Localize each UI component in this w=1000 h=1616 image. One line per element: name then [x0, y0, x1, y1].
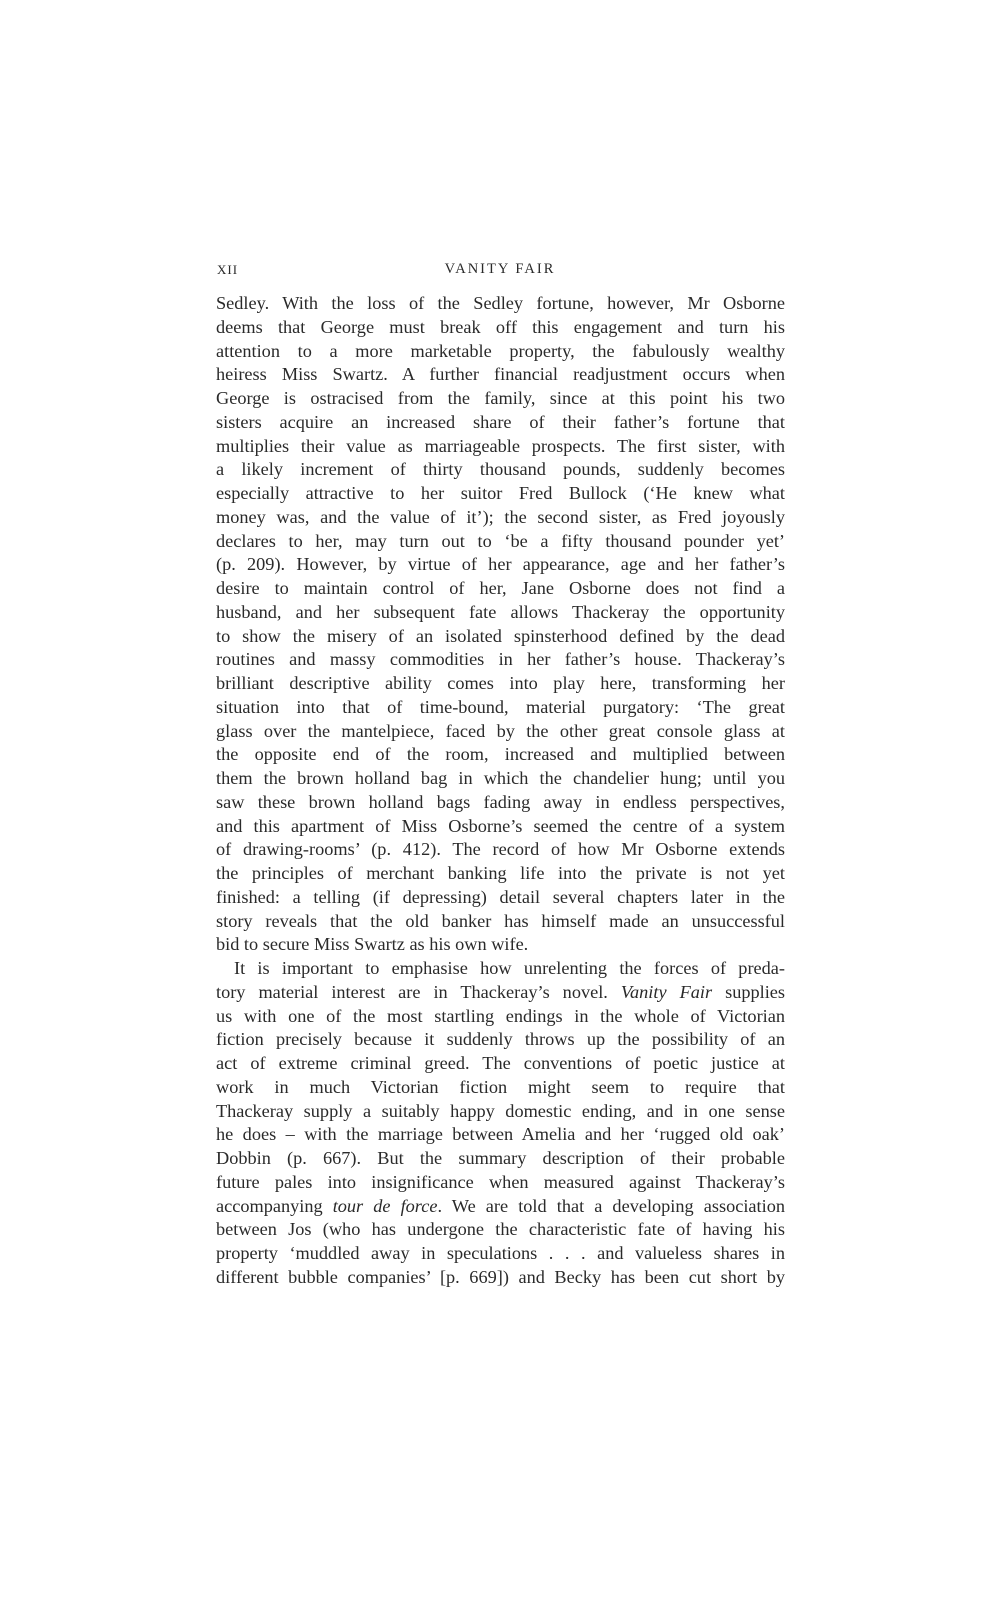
text-line: [216, 1195, 785, 1219]
line-text: glass over the mantelpiece, faced by the other great console glass at: [216, 720, 785, 741]
line-text: supplies: [712, 981, 786, 1002]
text-line: [216, 720, 785, 744]
line-text: Thackeray supply a suitably happy domestic ending, and in one sense: [216, 1100, 785, 1121]
line-text: fiction precisely because it suddenly throws up the possibility of an: [216, 1029, 785, 1050]
line-text: routines and massy commodities in her father’s house. Thackeray’s: [216, 649, 785, 670]
text-line: [216, 387, 785, 411]
line-text: he does – with the marriage between Amelia and her ‘rugged old oak’: [216, 1124, 785, 1145]
text-line: [216, 1100, 785, 1124]
running-header-title: VANITY FAIR: [444, 261, 556, 277]
line-text: attention to a more marketable property, the fabulously wealthy: [216, 340, 785, 361]
line-text: saw these brown holland bags fading away in endless perspectives,: [216, 791, 785, 812]
text-line: [216, 316, 785, 340]
text-line: [216, 981, 785, 1005]
text-line: [216, 743, 785, 767]
line-text: It is important to emphasise how unrelenting the forces of preda-: [234, 958, 785, 978]
italic-title-text: tour de force: [332, 1195, 438, 1216]
line-text: them the brown holland bag in which the chandelier hung; until you: [216, 768, 785, 788]
line-text: sisters acquire an increased share of their father’s fortune that: [216, 411, 785, 432]
body-text: [216, 292, 785, 1290]
text-line: [216, 363, 785, 387]
text-line: [216, 815, 785, 839]
line-text: the opposite end of the room, increased and multiplied between: [216, 744, 785, 765]
text-line: [216, 672, 785, 696]
text-line: [216, 648, 785, 672]
line-text: of drawing-rooms’ (p. 412). The record of how Mr Osborne extends: [216, 839, 785, 860]
line-text: Dobbin (p. 667). But the summary description of their probable: [216, 1148, 785, 1168]
line-text: George is ostracised from the family, since at this point his two: [216, 388, 785, 408]
text-line: [216, 482, 785, 506]
line-text: especially attractive to her suitor Fred Bullock (‘He knew what: [216, 483, 785, 503]
line-text: accompanying: [216, 1195, 333, 1216]
text-line: [216, 767, 785, 791]
text-line: [216, 886, 785, 910]
line-text: . We are told that a developing association: [437, 1195, 785, 1216]
text-line: [216, 530, 785, 554]
text-line: [216, 696, 785, 720]
text-line: [216, 1266, 785, 1290]
line-text: work in much Victorian fiction might seem to require that: [216, 1076, 785, 1097]
line-text: brilliant descriptive ability comes into play here, transforming her: [216, 673, 785, 693]
text-line: [216, 553, 785, 577]
page-number: XII: [217, 262, 239, 277]
line-text: tory material interest are in Thackeray’s novel.: [216, 981, 621, 1002]
line-text: the principles of merchant banking life into the private is not yet: [216, 863, 785, 883]
line-text: money was, and the value of it’); the second sister, as Fred joyously: [216, 506, 785, 527]
text-line: [216, 1218, 785, 1242]
line-text: act of extreme criminal greed. The conventions of poetic justice at: [216, 1053, 785, 1073]
paragraph: [216, 957, 785, 1290]
line-text: story reveals that the old banker has himself made an unsuccessful: [216, 910, 785, 931]
text-line: [216, 1028, 785, 1052]
text-line: [216, 862, 785, 886]
text-line: [216, 625, 785, 649]
text-line: [216, 411, 785, 435]
text-line: [216, 791, 785, 815]
line-text: different bubble companies’ [p. 669]) and Becky has been cut short by: [216, 1266, 785, 1287]
text-line: [216, 1052, 785, 1076]
text-line: [216, 292, 785, 316]
line-text: between Jos (who has undergone the characteristic fate of having his: [216, 1219, 785, 1240]
text-line: [216, 933, 785, 957]
text-line: [216, 340, 785, 364]
text-line: [216, 577, 785, 601]
line-text: desire to maintain control of her, Jane Osborne does not find a: [216, 578, 785, 598]
line-text: Sedley. With the loss of the Sedley fortune, however, Mr Osborne: [216, 293, 785, 313]
italic-title-text: Vanity Fair: [620, 981, 713, 1002]
line-text: heiress Miss Swartz. A further financial readjustment occurs when: [216, 364, 785, 385]
line-text: declares to her, may turn out to ‘be a fifty thousand pounder yet’: [216, 530, 785, 551]
text-line: [216, 957, 785, 981]
text-line: [216, 1242, 785, 1266]
line-text: finished: a telling (if depressing) detail several chapters later in the: [216, 886, 785, 907]
line-text: property ‘muddled away in speculations . . . and valueless shares in: [216, 1243, 785, 1263]
line-text: to show the misery of an isolated spinsterhood defined by the dead: [216, 625, 785, 646]
line-text: us with one of the most startling endings in the whole of Victorian: [216, 1005, 785, 1026]
line-text: (p. 209). However, by virtue of her appearance, age and her father’s: [216, 554, 785, 575]
paragraph: [216, 292, 785, 957]
text-line: [216, 506, 785, 530]
line-text: future pales into insignificance when measured against Thackeray’s: [216, 1171, 785, 1192]
line-text: deems that George must break off this engagement and turn his: [216, 316, 785, 337]
text-line: [216, 1171, 785, 1195]
text-line: [216, 838, 785, 862]
text-line: [216, 1005, 785, 1029]
line-text: a likely increment of thirty thousand pounds, suddenly becomes: [216, 459, 785, 480]
text-line: [216, 1123, 785, 1147]
line-text: bid to secure Miss Swartz as his own wife.: [216, 934, 529, 955]
line-text: husband, and her subsequent fate allows Thackeray the opportunity: [216, 601, 785, 622]
line-text: situation into that of time-bound, material purgatory: ‘The great: [216, 696, 785, 717]
text-line: [216, 601, 785, 625]
text-line: [216, 1147, 785, 1171]
text-line: [216, 1076, 785, 1100]
text-line: [216, 458, 785, 482]
line-text: multiplies their value as marriageable prospects. The first sister, with: [216, 435, 785, 456]
text-line: [216, 910, 785, 934]
line-text: and this apartment of Miss Osborne’s seemed the centre of a system: [216, 815, 785, 836]
text-line: [216, 435, 785, 459]
